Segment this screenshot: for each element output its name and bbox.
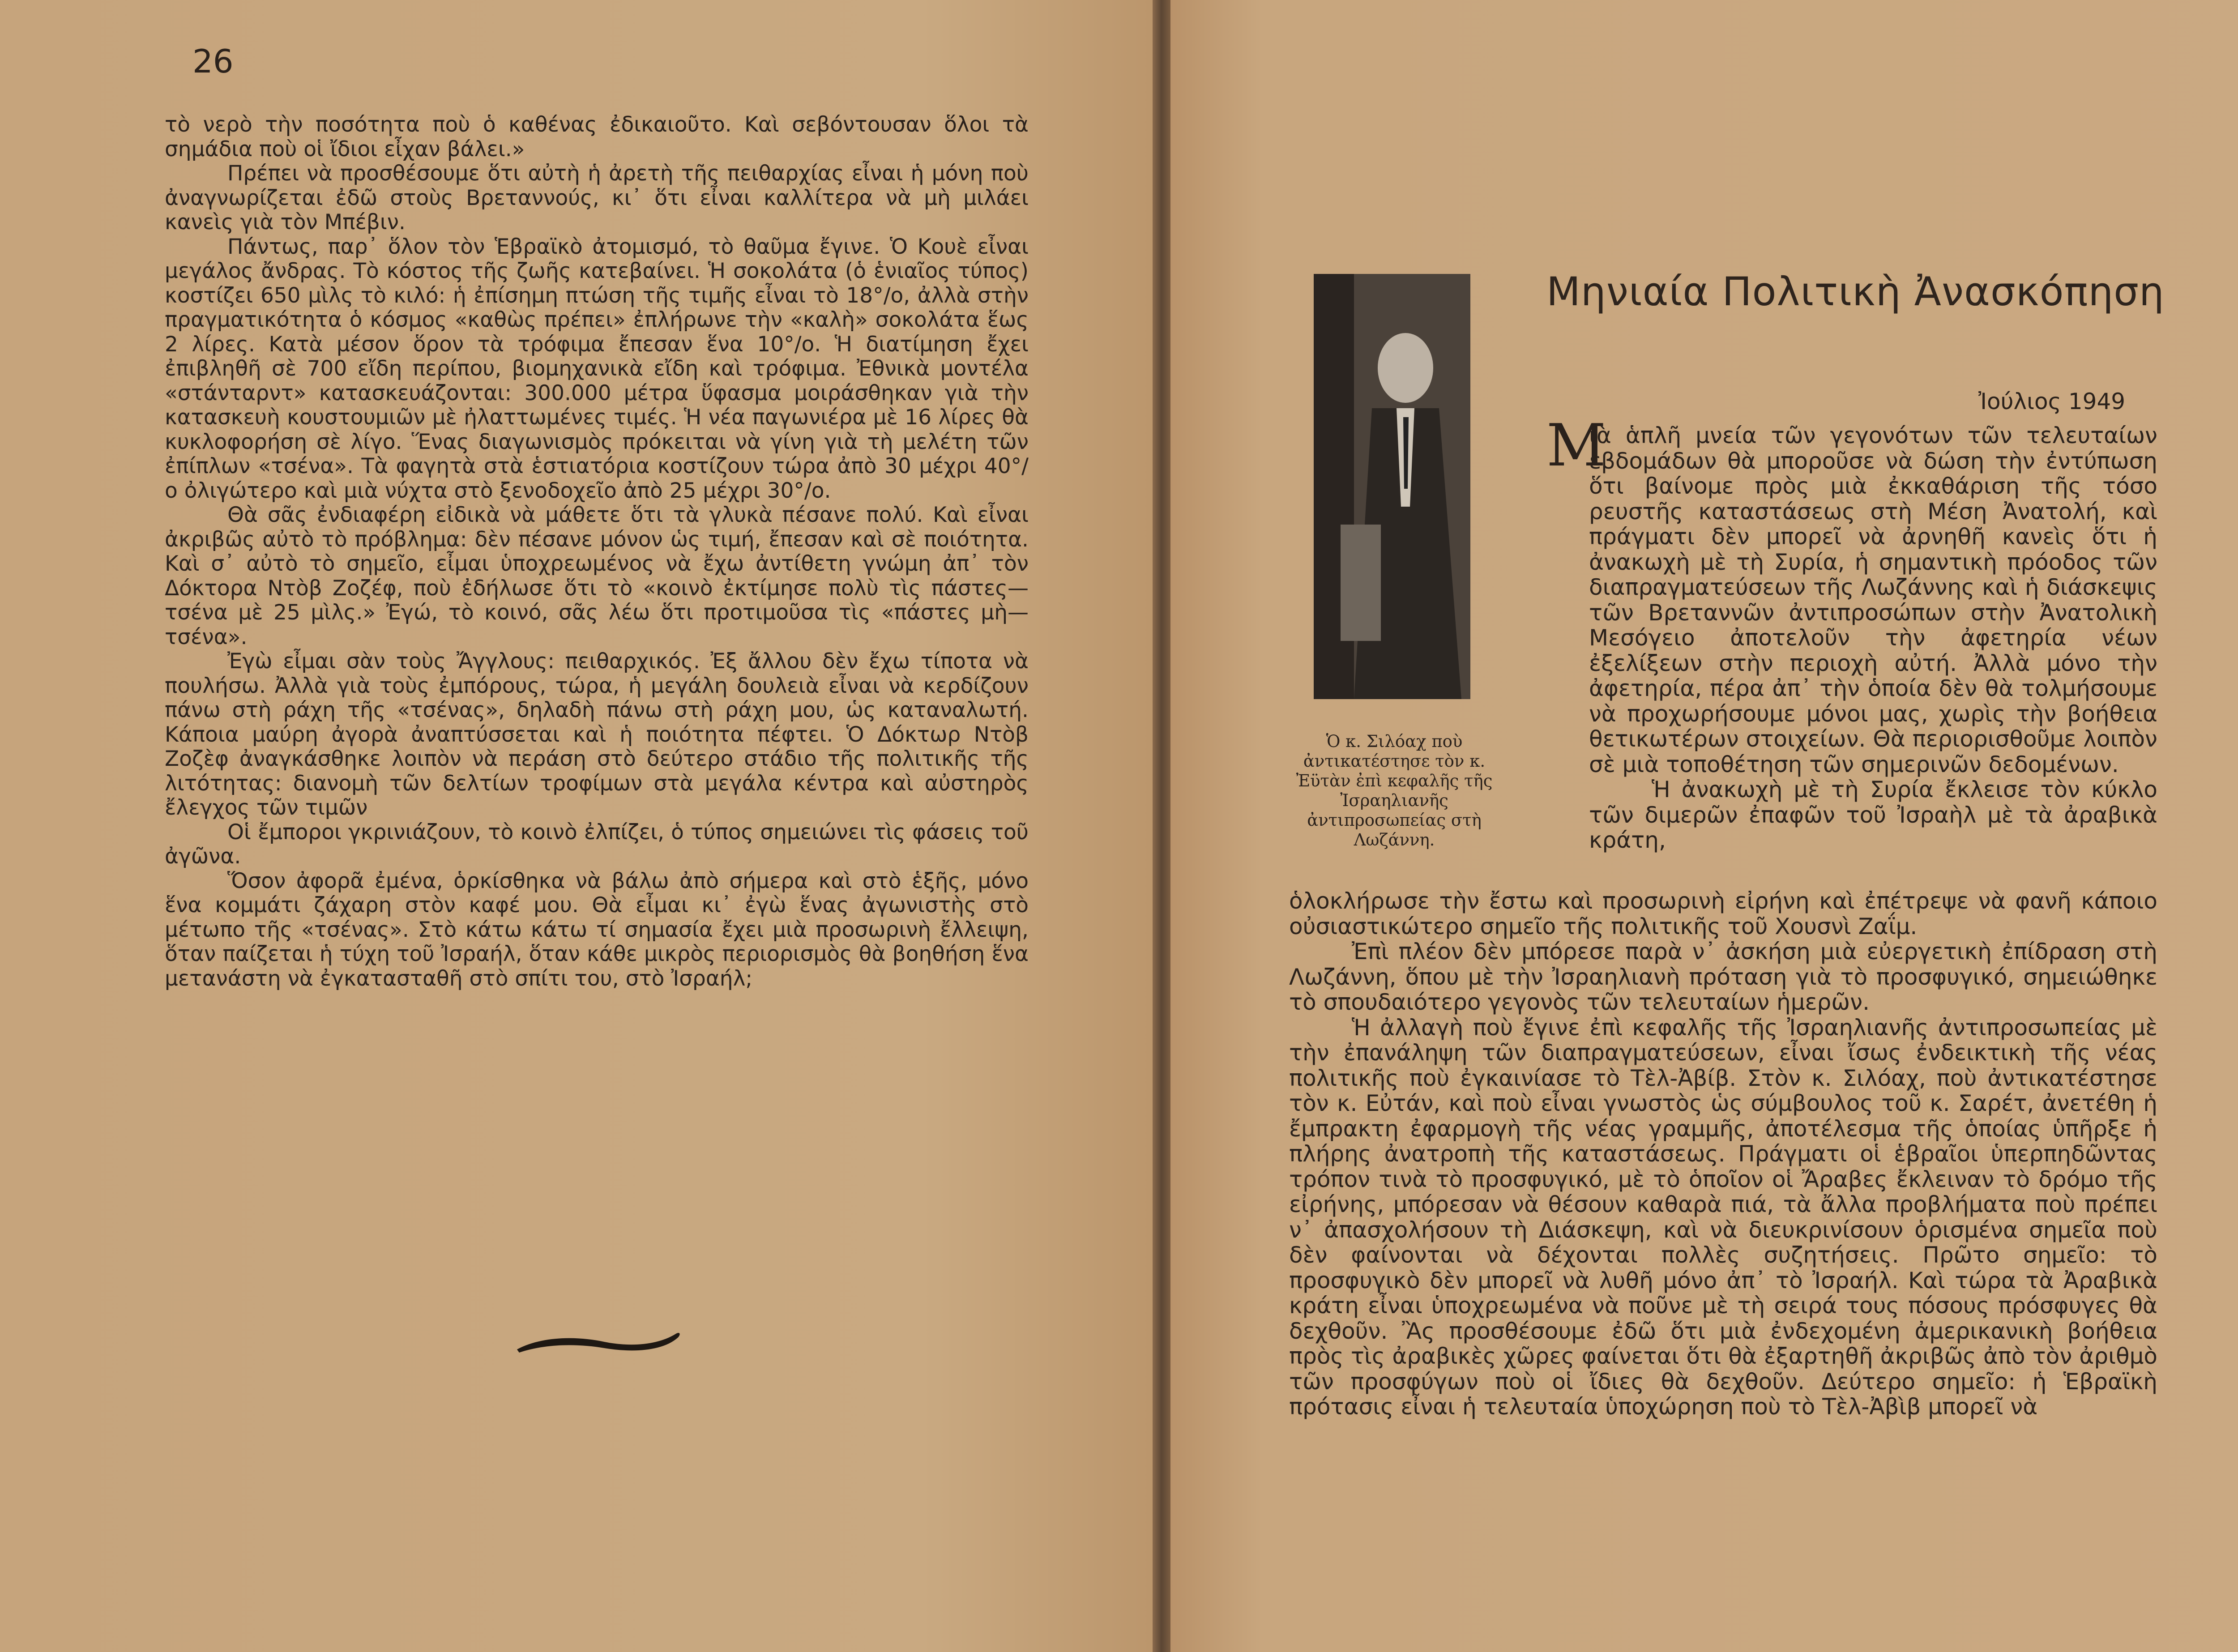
paragraph: Ἡ ἀνακωχὴ μὲ τὴ Συρία ἔκλεισε τὸν κύκλο τῶν διμερῶν ἐπαφῶν τοῦ Ἰσραὴλ μὲ τὰ ἀραβικὰ κράτη, — [1589, 777, 2157, 853]
right-article-intro — [1589, 423, 2157, 853]
paragraph: ιὰ ἁπλῆ μνεία τῶν γεγονότων τῶν τελευταίων ἑβδομάδων θὰ μποροῦσε νὰ δώση τὴν ἐντύπωση ὅτι βαίνομε πρὸς μιὰ ἐκκαθάριση τῆς τόσο ρευστῆς καταστάσεως στὴ Μέση Ἀνατολή, καὶ πράγματι δὲν μπορεῖ νὰ ἀρνηθῆ κανεὶς ὅτι ἡ ἀνακωχὴ μὲ τὴ Συρία, ἡ σημαντικὴ πρόοδος τῶν διαπραγματεύσεων τῆς Λωζάννης καὶ ἡ διάσκεψις τῶν Βρεταννῶν ἀντιπροσώπων στὴν Ἀνατολικὴ Μεσόγειο ἀποτελοῦν τὴν ἀφετηρία νέων ἐξελίξεων στὴν περιοχὴ αὐτή. Ἀλλὰ μόνο τὴν ἀφετηρία, πέρα ἀπ᾿ τὴν ὁποία δὲν θὰ τολμήσουμε νὰ προχωρήσουμε μόνοι μας, χωρὶς τὴν βοήθεια θετικωτέρων στοιχείων. Θὰ περιορισθοῦμε λοιπὸν σὲ μιὰ τοποθέτηση τῶν σημερινῶν δεδομένων. — [1589, 423, 2157, 777]
paragraph: τὸ νερὸ τὴν ποσότητα ποὺ ὁ καθένας ἐδικαιοῦτο. Καὶ σεβόντουσαν ὅλοι τὰ σημάδια ποὺ οἱ ἴδιοι εἶχαν βάλει.» — [165, 112, 1029, 162]
paragraph: Ἐγὼ εἶμαι σὰν τοὺς Ἄγγλους: πειθαρχικός. Ἐξ ἄλλου δὲν ἔχω τίποτα νὰ πουλήσω. Ἀλλὰ γιὰ τοὺς ἐμπόρους, τώρα, ἡ μεγάλη δουλειὰ εἶναι νὰ κερδίζουν πάνω στὴ ράχη τῆς «τσένας», δηλαδὴ πάνω στὴ ράχη μου, ὡς καταναλωτή. Κάποια μαύρη ἀγορὰ ἀναπτύσσεται καὶ ἡ ποιότητα πέφτει. Ὁ Δόκτωρ Ντὸβ Ζοζὲφ ἀναγκάσθηκε λοιπὸν νὰ περάση στὸ δεύτερο στάδιο τῆς πολιτικῆς τῆς λιτότητας: διανομὴ τῶν δελτίων τροφίμων στὰ μεγάλα κέντρα καὶ αὐστηρὸς ἔλεγχος τῶν τιμῶν — [165, 649, 1029, 820]
paragraph: Ὅσον ἀφορᾶ ἐμένα, ὁρκίσθηκα νὰ βάλω ἀπὸ σήμερα καὶ στὸ ἑξῆς, μόνο ἕνα κομμάτι ζάχαρη στὸν καφέ μου. Θὰ εἶμαι κι᾿ ἐγὼ ἕνας ἀγωνιστὴς στὸ μέτωπο τῆς «τσένας». Στὸ κάτω κάτω τί σημασία ἔχει μιὰ προσωρινὴ ἔλλειψη, ὅταν παίζεται ἡ τύχη τοῦ Ἰσραήλ, ὅταν κάθε μικρὸς περιορισμὸς θὰ βοηθήση ἕνα μετανάστη νὰ ἐγκατασταθῆ στὸ σπίτι του, στὸ Ἰσραήλ; — [165, 868, 1029, 991]
dateline: Ἰούλιος 1949 — [1978, 388, 2126, 414]
paragraph: Οἱ ἔμποροι γκρινιάζουν, τὸ κοινὸ ἐλπίζει, ὁ τύπος σημειώνει τὶς φάσεις τοῦ ἀγῶνα. — [165, 820, 1029, 869]
paragraph: Ἡ ἀλλαγὴ ποὺ ἔγινε ἐπὶ κεφαλῆς τῆς Ἰσραηλιανῆς ἀντιπροσωπείας μὲ τὴν ἐπανάληψη τῶν διαπραγματεύσεων, εἶναι ἴσως ἐνδεικτικὴ τῆς νέας πολιτικῆς ποὺ ἐγκαινίασε τὸ Τὲλ-Ἀβίβ. Στὸν κ. Σιλόαχ, ποὺ ἀντικατέστησε τὸν κ. Εὐτάν, καὶ ποὺ εἶναι γνωστὸς ὡς σύμβουλος τοῦ κ. Σαρέτ, ἀνετέθη ἡ ἔμπρακτη ἐφαρμογὴ τῆς νέας γραμμῆς, ἀποτέλεσμα τῆς ὁποίας ὑπῆρξε ἡ πλήρης ἀνατροπὴ τῆς καταστάσεως. Πράγματι οἱ ἑβραῖοι ὑπερπηδῶντας τρόπον τινὰ τὸ προσφυγικό, μὲ τὸ ὁποῖον οἱ Ἄραβες ἔκλειναν τὸ δρόμο τῆς εἰρήνης, μπόρεσαν νὰ θέσουν καθαρὰ πιά, τὰ ἄλλα προβλήματα ποὺ πρέπει ν᾿ ἀπασχολήσουν τὴ Διάσκεψη, καὶ νὰ διευκρινίσουν ὁρισμένα σημεῖα ποὺ δὲν φαίνονται νὰ δέχονται πολλὲς συζητήσεις. Πρῶτο σημεῖο: τὸ προσφυγικὸ δὲν μπορεῖ νὰ λυθῆ μόνο ἀπ᾿ τὸ Ἰσραήλ. Καὶ τώρα τὰ Ἀραβικὰ κράτη εἶναι ὑποχρεωμένα νὰ ποῦνε μὲ τὴ σειρά τους πόσους πρόσφυγες θὰ δεχθοῦν. Ἂς προσθέσουμε ἐδῶ ὅτι μιὰ ἐνδεχομένη ἀμερικανικὴ βοήθεια πρὸς τὶς ἀραβικὲς χῶρες φαίνεται ὅτι θὰ ἐξαρτηθῆ ἀκριβῶς ἀπὸ τὸν ἀριθμὸ τῶν προσφύγων ποὺ οἱ ἴδιες θὰ δεχθοῦν. Δεύτερο σημεῖο: ἡ Ἑβραϊκὴ πρότασις εἶναι ἡ τελευταία ὑποχώρηση ποὺ τὸ Τὲλ-Ἀβὶβ μπορεῖ νὰ — [1289, 1014, 2157, 1420]
gutter — [1153, 0, 1170, 1652]
paragraph: Θὰ σᾶς ἐνδιαφέρη εἰδικὰ νὰ μάθετε ὅτι τὰ γλυκὰ πέσανε πολύ. Καὶ εἶναι ἀκριβῶς αὐτὸ τὸ πρόβλημα: δὲν πέσανε μόνον ὡς τιμή, ἔπεσαν καὶ σὲ ποιότητα. Καὶ σ᾿ αὐτὸ τὸ σημεῖο, εἶμαι ὑποχρεωμένος νὰ ἔχω ἀντίθετη γνώμη ἀπ᾿ τὸν Δόκτορα Ντὸβ Ζοζέφ, ποὺ ἐδήλωσε ὅτι τὸ «κοινὸ ἐκτίμησε πολὺ τὶς πάστες—τσένα μὲ 25 μὶλς.» Ἐγώ, τὸ κοινό, σᾶς λέω ὅτι προτιμοῦσα τὶς «πάστες μὴ—τσένα». — [165, 503, 1029, 649]
paragraph: Ἐπὶ πλέον δὲν μπόρεσε παρὰ ν᾿ ἀσκήση μιὰ εὐεργετικὴ ἐπίδραση στὴ Λωζάννη, ὅπου μὲ τὴν Ἰσραηλιανὴ πρόταση γιὰ τὸ προσφυγικό, σημειώθηκε τὸ σπουδαιότερο γεγονὸς τῶν τελευταίων ἡμερῶν. — [1289, 939, 2157, 1015]
portrait-photo — [1314, 274, 1470, 699]
paragraph: Πάντως, παρ᾿ ὅλον τὸν Ἑβραϊκὸ ἀτομισμό, τὸ θαῦμα ἔγινε. Ὁ Κουὲ εἶναι μεγάλος ἄνδρας. Τὸ κόστος τῆς ζωῆς κατεβαίνει. Ἡ σοκολάτα (ὁ ἑνιαῖος τύπος) κοστίζει 650 μὶλς τὸ κιλό: ἡ ἐπίσημη πτώση τῆς τιμῆς εἶναι τὸ 18°/ο, ἀλλὰ στὴν πραγματικότητα ὁ κόσμος «καθὼς πρέπει» ἐπλήρωνε τὴν «καλὴ» σοκολάτα ἕως 2 λίρες. Κατὰ μέσον ὅρον τὰ τρόφιμα ἔπεσαν ἕνα 10°/ο. Ἡ διατίμηση ἔχει ἐπιβληθῆ σὲ 700 εἴδη περίπου, βιομηχανικὰ εἴδη καὶ τρόφιμα. Ἐθνικὰ μοντέλα «στάνταρντ» κατασκευάζονται: 300.000 μέτρα ὕφασμα μοιράσθηκαν γιὰ τὴν κατασκευὴ κουστουμιῶν μὲ ἠλαττωμένες τιμές. Ἡ νέα παγωνιέρα μὲ 16 λίρες θὰ κυκλοφορήση σὲ λίγο. Ἕνας διαγωνισμὸς πρόκειται νὰ γίνη γιὰ τὴ μελέτη τῶν ἐπίπλων «τσένα». Τὰ φαγητὰ στὰ ἑστιατόρια κοστίζουν τώρα ἀπὸ 30 μέχρι 40°/ο ὀλιγώτερο καὶ μιὰ νύχτα στὸ ξενοδοχεῖο ἀπὸ 25 μέχρι 30°/ο. — [165, 234, 1029, 503]
left-article-body — [165, 113, 1029, 991]
end-ornament-swash — [515, 1325, 685, 1361]
page-number: 26 — [192, 43, 234, 80]
right-article-body — [1289, 888, 2157, 1420]
paragraph: ὁλοκλήρωσε τὴν ἔστω καὶ προσωρινὴ εἰρήνη καὶ ἐπέτρεψε νὰ φανῆ κάποιο οὐσιαστικώτερο σημεῖο τῆς πολιτικῆς τοῦ Χουσνὶ Ζαΐμ. — [1289, 888, 2157, 939]
article-title: Μηνιαία Πολιτικὴ Ἀνασκόπηση — [1546, 269, 2165, 315]
drop-cap: Μ — [1546, 411, 1606, 479]
paragraph: Πρέπει νὰ προσθέσουμε ὅτι αὐτὴ ἡ ἀρετὴ τῆς πειθαρχίας εἶναι ἡ μόνη ποὺ ἀναγνωρίζεται ἐδῶ στοὺς Βρεταννούς, κι᾿ ὅτι εἶναι καλλίτερα νὰ μὴ μιλάει κανεὶς γιὰ τὸν Μπέβιν. — [165, 161, 1029, 235]
photo-caption: Ὁ κ. Σιλόαχ ποὺ ἀντικατέστησε τὸν κ. Ἐϋτὰν ἐπὶ κεφαλῆς τῆς Ἰσραηλιανῆς ἀντιπροσωπείας στὴ Λωζάννη. — [1296, 732, 1493, 849]
